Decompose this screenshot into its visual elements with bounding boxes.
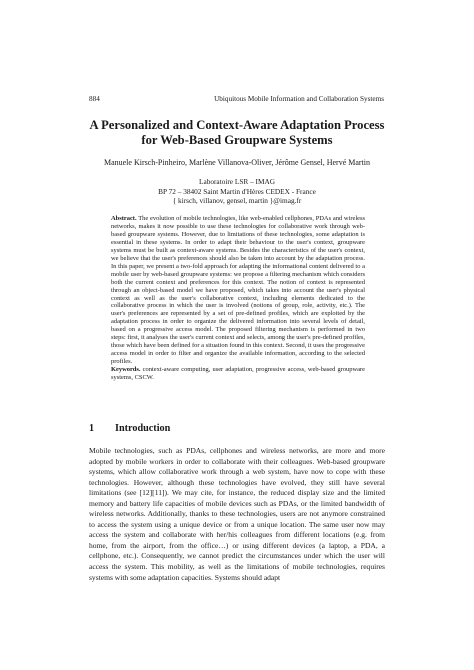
affiliation-emails: { kirsch, villanov, gensel, martin }@imag.fr bbox=[172, 196, 302, 206]
abstract bbox=[111, 215, 365, 382]
page-number: 884 bbox=[89, 95, 100, 103]
keywords-label: Keywords. bbox=[111, 366, 141, 374]
keywords bbox=[111, 366, 365, 382]
paper-title bbox=[60, 118, 414, 148]
affiliation-lab: Laboratoire LSR – IMAG bbox=[199, 177, 275, 186]
section-title: Introduction bbox=[115, 423, 171, 434]
affiliation bbox=[60, 177, 414, 206]
body-paragraph: Mobile technologies, such as PDAs, cellphones and wireless networks, are more and more adopted by mobile workers in order to collaborate with their colleagues. Web-based groupware systems, which allow collaborative work through a web system, have now to cope with these technologies. However, although these technologies have evolved, they still have several limitations (see [12][11]). We may cite, for instance, the reduced display size and the limited memory and battery life capacities of mobile devices such as PDAs, or the limited bandwidth of wireless networks. Additionally, thanks to these technologies, users are not anymore constrained to access the system using a unique device or from a unique location. The same user now may access the system and collaborate with her/his colleagues from different locations (e.g. from home, from the airport, from the office…) or using different devices (a laptop, a PDA, a cellphone, etc.). Consequently, we cannot predict the circumstances under which the user will access the system. This mobility, as well as the limitations of mobile technologies, requires systems with some adaptation capacities. Systems should adapt bbox=[89, 446, 385, 582]
section-number: 1 bbox=[89, 423, 95, 434]
paper-title-line-2: for Web-Based Groupware Systems bbox=[141, 133, 333, 147]
section-heading bbox=[89, 423, 170, 434]
paper-title-line-1: A Personalized and Context-Aware Adaptation Process bbox=[89, 118, 385, 132]
keywords-text: context-aware computing, user adaptation, progressive access, web-based groupware systems, CSCW. bbox=[111, 366, 365, 382]
affiliation-address: BP 72 – 38402 Saint Martin d'Hères CEDEX - France bbox=[158, 186, 316, 196]
abstract-label: Abstract. bbox=[111, 215, 137, 222]
author-list: Manuele Kirsch-Pinheiro, Marlène Villanova-Oliver, Jérôme Gensel, Hervé Martin bbox=[103, 158, 371, 167]
running-title: Ubiquitous Mobile Information and Collaboration Systems bbox=[214, 95, 384, 103]
abstract-text: The evolution of mobile technologies, like web-enabled cellphones, PDAs and wireless networks, makes it now possible to use these technologies for collaborative work through web-based groupware systems. However, due to limitations of these technologies, some adaptation is essential in these systems. In order to adapt their behaviour to the user's context, groupware systems must be built as context-aware systems. Besides the characteristics of the user's context, we believe that the user's preferences should also be taken into account by the adaptation process. In this paper, we present a two-fold approach for adapting the informational content delivered to a mobile user by web-based groupware systems: we propose a filtering mechanism which considers both the current context and preferences for this context. The notion of context is represented through an object-based model we have proposed, which takes into account the user's physical context as well as the user's collaborative context, including elements dedicated to the collaborative process in which the user is involved (notions of group, role, activity, etc.). The user's preferences are represented by a set of pre-defined profiles, which are exploited by the adaptation process in order to organize the delivered information into several levels of detail, based on a progressive access model. The proposed filtering mechanism is performed in two steps: first, it analyses the user's current context and selects, among the user's pre-defined profiles, those which have been defined for a situation found in this context. Second, it uses the progressive access model in order to filter and organize the available information, according to the selected profiles. bbox=[111, 215, 365, 366]
